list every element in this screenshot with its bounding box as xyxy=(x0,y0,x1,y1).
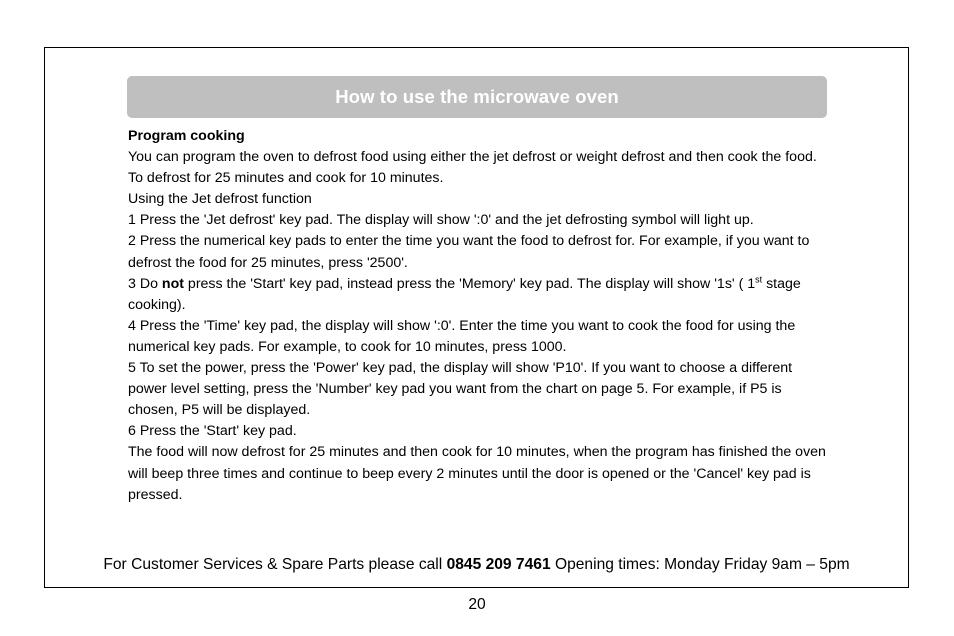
step-3-middle: press the 'Start' key pad, instead press the 'Memory' key pad. The display will show '1s' ( 1 xyxy=(183,275,756,292)
step-1: 1 Press the 'Jet defrost' key pad. The display will show ':0' and the jet defrosting symbol will light up. xyxy=(128,212,754,229)
conclusion-paragraph: The food will now defrost for 25 minutes and then cook for 10 minutes, when the program has finished the oven will beep three times and continue to beep every 2 minutes until the door is opened or the 'Cancel' key pad is pressed. xyxy=(128,444,826,503)
step-3-prefix: 3 Do xyxy=(128,275,162,292)
banner-title: How to use the microwave oven xyxy=(335,86,619,107)
step-3-emphasis: not xyxy=(161,275,184,292)
step-4: 4 Press the 'Time' key pad, the display will show ':0'. Enter the time you want to cook the food for using the numerical key pads. For example, to cook for 10 minutes, press 1000. xyxy=(128,317,796,355)
footer-contact xyxy=(44,556,909,574)
footer-prefix: For Customer Services & Spare Parts please call xyxy=(103,556,447,573)
step-5: 5 To set the power, press the 'Power' key pad, the display will show 'P10'. If you want to choose a different power level setting, press the 'Number' key pad you want from the chart on page 5. For example, if P5 is chosen, P5 will be displayed. xyxy=(128,360,793,419)
page-number: 20 xyxy=(468,596,486,613)
intro-paragraph: You can program the oven to defrost food using either the jet defrost or weight defrost and then cook the food. To defrost for 25 minutes and cook for 10 minutes. xyxy=(128,149,817,187)
step-3-suffix: stage cooking). xyxy=(128,275,801,313)
step-3-superscript: st xyxy=(755,273,763,284)
footer-suffix: Opening times: Monday Friday 9am – 5pm xyxy=(550,556,850,573)
step-2: 2 Press the numerical key pads to enter the time you want the food to defrost for. For example, if you want to defrost the food for 25 minutes, press '2500'. xyxy=(128,233,810,271)
section-banner xyxy=(127,76,827,118)
footer-phone: 0845 209 7461 xyxy=(446,556,551,573)
instructions-body xyxy=(128,126,828,506)
step-6: 6 Press the 'Start' key pad. xyxy=(128,423,297,440)
subheading: Using the Jet defrost function xyxy=(128,191,312,208)
step-3 xyxy=(128,274,828,316)
section-heading: Program cooking xyxy=(128,128,245,144)
